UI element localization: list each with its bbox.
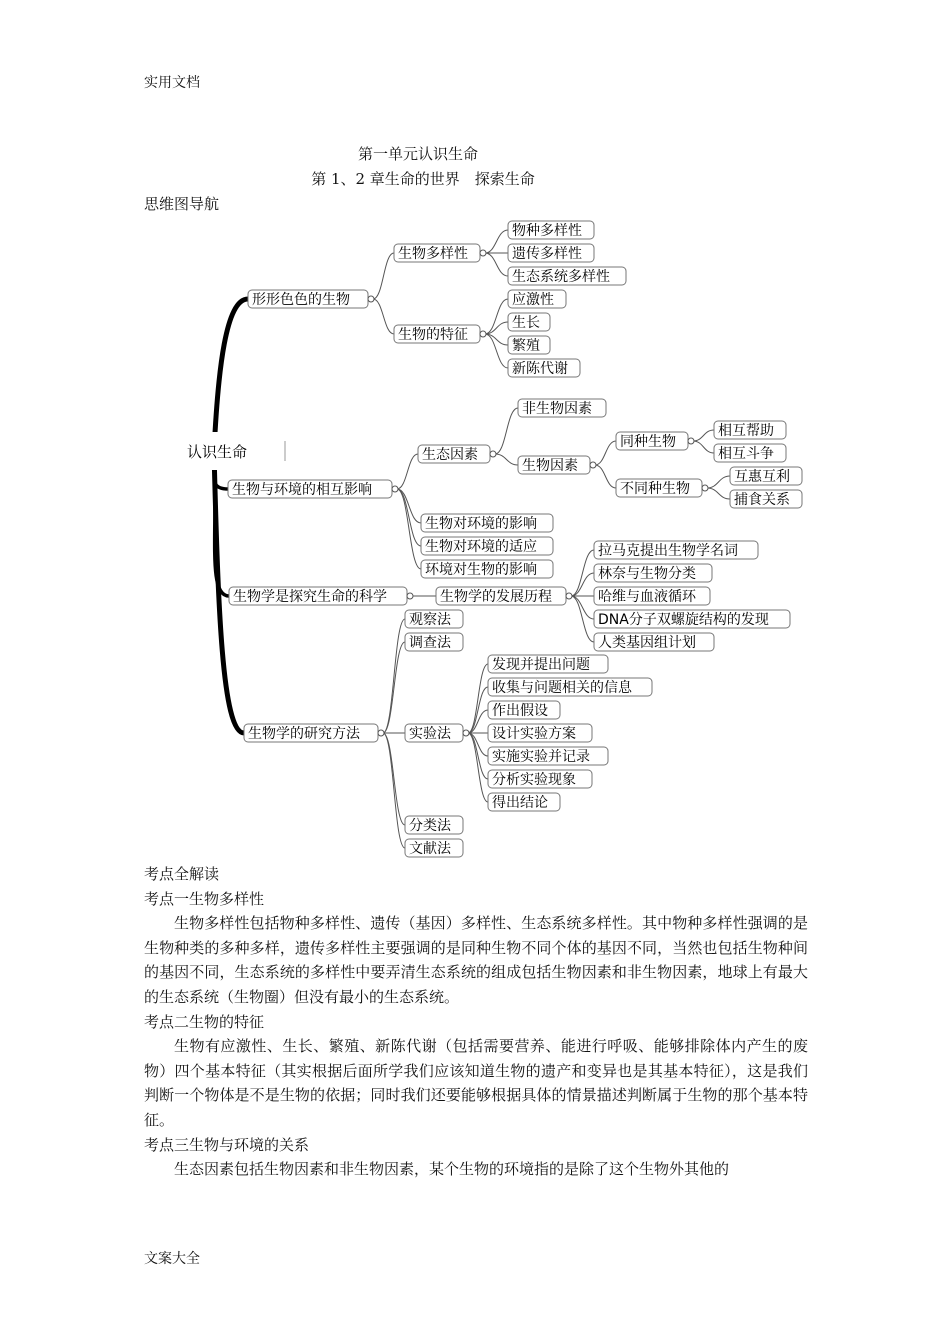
expand-dot-icon bbox=[407, 593, 413, 599]
connector-line bbox=[485, 253, 508, 276]
node-n2b bbox=[421, 514, 553, 532]
expand-dot-icon bbox=[392, 486, 398, 492]
connector-line bbox=[383, 733, 405, 848]
page-header: 实用文档 bbox=[144, 75, 200, 91]
node-label: 生物学的发展历程 bbox=[440, 589, 552, 605]
connector-line bbox=[707, 488, 730, 499]
node-label: 拉马克提出生物学名词 bbox=[598, 543, 738, 559]
page-footer: 文案大全 bbox=[144, 1251, 200, 1267]
node-n4a bbox=[405, 610, 463, 628]
node-n1b1 bbox=[508, 290, 566, 308]
node-label: 生长 bbox=[512, 315, 540, 331]
connector-line bbox=[397, 454, 418, 489]
node-n2d bbox=[421, 560, 553, 578]
node-n4c4 bbox=[488, 724, 592, 742]
node-n1b bbox=[394, 325, 480, 343]
expand-dot-icon bbox=[368, 296, 374, 302]
node-label: 生物的特征 bbox=[398, 327, 468, 343]
node-label: 实施实验并记录 bbox=[492, 749, 590, 765]
point-1-title: 考点一生物多样性 bbox=[144, 889, 265, 908]
node-n2a2a bbox=[616, 432, 688, 450]
node-label: 设计实验方案 bbox=[492, 726, 576, 742]
connector-line bbox=[397, 489, 421, 546]
node-label: 生物与环境的相互影响 bbox=[232, 482, 372, 498]
node-n2 bbox=[228, 480, 392, 498]
node-n2a2b2 bbox=[730, 490, 802, 508]
node-label: 生物对环境的适应 bbox=[425, 539, 537, 555]
connector-line bbox=[383, 642, 405, 733]
node-n4d bbox=[405, 816, 463, 834]
expand-dot-icon bbox=[688, 438, 694, 444]
node-label: 文献法 bbox=[409, 841, 451, 857]
chapter-title: 第 1、2 章生命的世界 探索生命 bbox=[311, 170, 535, 188]
expand-dot-icon bbox=[566, 593, 572, 599]
node-n4c bbox=[405, 724, 463, 742]
unit-title: 第一单元认识生命 bbox=[357, 145, 478, 163]
node-label: 生物对环境的影响 bbox=[425, 516, 537, 532]
node-n1b2 bbox=[508, 313, 550, 331]
node-n1a bbox=[394, 244, 480, 262]
node-label: 分析实验现象 bbox=[492, 772, 576, 788]
node-label: 人类基因组计划 bbox=[598, 635, 696, 651]
node-n1 bbox=[248, 290, 368, 308]
expand-dot-icon bbox=[480, 331, 486, 337]
node-n4c1 bbox=[488, 655, 608, 673]
node-label: 相互帮助 bbox=[718, 423, 774, 439]
node-label: 相互斗争 bbox=[718, 446, 774, 462]
node-n4c3 bbox=[488, 701, 560, 719]
connector-line bbox=[707, 476, 730, 488]
node-label: 分类法 bbox=[409, 818, 451, 834]
expand-dot-icon bbox=[480, 250, 486, 256]
connector-line bbox=[468, 733, 488, 779]
node-n4 bbox=[244, 724, 378, 742]
node-n4c7 bbox=[488, 793, 560, 811]
connector-line bbox=[495, 408, 518, 454]
node-label: 不同种生物 bbox=[620, 481, 690, 497]
node-label: 观察法 bbox=[409, 612, 451, 628]
content-body bbox=[144, 862, 808, 1182]
node-n1a3 bbox=[508, 267, 626, 285]
connector-line bbox=[571, 550, 594, 596]
mindmap-label: 思维图导航 bbox=[144, 195, 220, 213]
expand-dot-icon bbox=[590, 462, 596, 468]
node-n4c2 bbox=[488, 678, 652, 696]
node-n3 bbox=[229, 587, 407, 605]
node-label: 调查法 bbox=[409, 635, 451, 651]
point-2-title: 考点二生物的特征 bbox=[144, 1012, 265, 1031]
mindmap-root bbox=[160, 432, 286, 470]
node-label: 林奈与生物分类 bbox=[598, 566, 696, 582]
connector-line bbox=[373, 253, 394, 299]
point-2-text: 生物有应激性、生长、繁殖、新陈代谢（包括需要营养、能进行呼吸、能够排除体内产生的废物）四个基本特征（其实根据后面所学我们应该知道生物的遗产和变异也是其基本特征），这是我们判断一个物体是不是生物的依据；同时我们还要能够根据具体的情景描述判断属于生物的那个基本特征。 bbox=[144, 1037, 808, 1129]
node-label: 生态系统多样性 bbox=[512, 269, 610, 285]
node-n1b3 bbox=[508, 336, 550, 354]
point-1-text: 生物多样性包括物种多样性、遗传（基因）多样性、生态系统多样性。其中物种多样性强调的是生物种类的多种多样，遗传多样性主要强调的是同种生物不同个体的基因不同，当然也包括生物种间的基因不同，生态系统的多样性中要弄清生态系统的组成包括生物因素和非生物因素，地球上有最大的生态系统（生物圈）但没有最小的生态系统。 bbox=[144, 914, 808, 1006]
section-title: 考点全解读 bbox=[144, 865, 220, 883]
connector-line bbox=[397, 489, 421, 569]
node-label: 同种生物 bbox=[620, 434, 676, 450]
node-label: 形形色色的生物 bbox=[252, 292, 350, 308]
node-label: DNA分子双螺旋结构的发现 bbox=[598, 612, 769, 628]
node-n1a1 bbox=[508, 221, 594, 239]
node-n2c bbox=[421, 537, 553, 555]
connector-line bbox=[693, 441, 714, 453]
node-n3a5 bbox=[594, 633, 714, 651]
node-label: 生物学的研究方法 bbox=[248, 726, 360, 742]
connector-line bbox=[383, 619, 405, 733]
node-label: 环境对生物的影响 bbox=[425, 562, 537, 578]
node-label: 非生物因素 bbox=[522, 401, 592, 417]
node-label: 生物因素 bbox=[522, 458, 578, 474]
node-n2a2a2 bbox=[714, 444, 786, 462]
node-label: 实验法 bbox=[409, 726, 451, 742]
node-n2a2 bbox=[518, 456, 590, 474]
expand-dot-icon bbox=[463, 730, 469, 736]
node-label: 繁殖 bbox=[512, 338, 540, 354]
node-n2a2a1 bbox=[714, 421, 786, 439]
node-label: 哈维与血液循环 bbox=[598, 589, 696, 605]
connector-line bbox=[595, 441, 616, 465]
node-n4c6 bbox=[488, 770, 592, 788]
node-n2a bbox=[418, 445, 490, 463]
connector-line bbox=[485, 230, 508, 253]
node-n2a2b1 bbox=[730, 467, 802, 485]
node-n1b4 bbox=[508, 359, 580, 377]
node-n3a bbox=[436, 587, 566, 605]
expand-dot-icon bbox=[702, 485, 708, 491]
node-n4e bbox=[405, 839, 463, 857]
node-n3a1 bbox=[594, 541, 758, 559]
node-label: 作出假设 bbox=[492, 703, 548, 719]
connector-line bbox=[468, 687, 488, 733]
connector-line bbox=[571, 596, 594, 619]
connector-line bbox=[485, 299, 508, 334]
node-n3a3 bbox=[594, 587, 710, 605]
expand-dot-icon bbox=[378, 730, 384, 736]
node-label: 新陈代谢 bbox=[512, 361, 568, 377]
node-n1a2 bbox=[508, 244, 594, 262]
node-n3a2 bbox=[594, 564, 712, 582]
connector-line bbox=[468, 733, 488, 756]
connector-line bbox=[383, 733, 405, 825]
connector-line bbox=[495, 454, 518, 465]
node-n3a4 bbox=[594, 610, 790, 628]
root-label: 认识生命 bbox=[187, 443, 248, 461]
point-3-text: 生态因素包括生物因素和非生物因素，某个生物的环境指的是除了这个生物外其他的 bbox=[174, 1160, 730, 1179]
node-label: 生物多样性 bbox=[398, 246, 468, 262]
node-label: 捕食关系 bbox=[734, 492, 790, 508]
connector-line bbox=[468, 710, 488, 733]
node-label: 遗传多样性 bbox=[512, 246, 582, 262]
point-3-title: 考点三生物与环境的关系 bbox=[144, 1135, 310, 1154]
node-n4b bbox=[405, 633, 463, 651]
node-n2a1 bbox=[518, 399, 606, 417]
node-label: 发现并提出问题 bbox=[492, 657, 590, 673]
connector-line bbox=[373, 299, 394, 334]
node-label: 收集与问题相关的信息 bbox=[492, 680, 632, 696]
node-label: 应激性 bbox=[512, 292, 554, 308]
node-n2a2b bbox=[616, 479, 702, 497]
node-label: 物种多样性 bbox=[512, 223, 582, 239]
expand-dot-icon bbox=[490, 451, 496, 457]
node-n4c5 bbox=[488, 747, 608, 765]
connector-line bbox=[595, 465, 616, 488]
node-label: 生物学是探究生命的科学 bbox=[233, 589, 387, 605]
connector-line bbox=[693, 430, 714, 441]
node-label: 生态因素 bbox=[422, 447, 478, 463]
connector-line bbox=[571, 573, 594, 596]
node-label: 互惠互利 bbox=[734, 469, 790, 485]
trunk-branch bbox=[214, 299, 248, 452]
node-label: 得出结论 bbox=[492, 795, 548, 811]
connector-line bbox=[571, 596, 594, 642]
